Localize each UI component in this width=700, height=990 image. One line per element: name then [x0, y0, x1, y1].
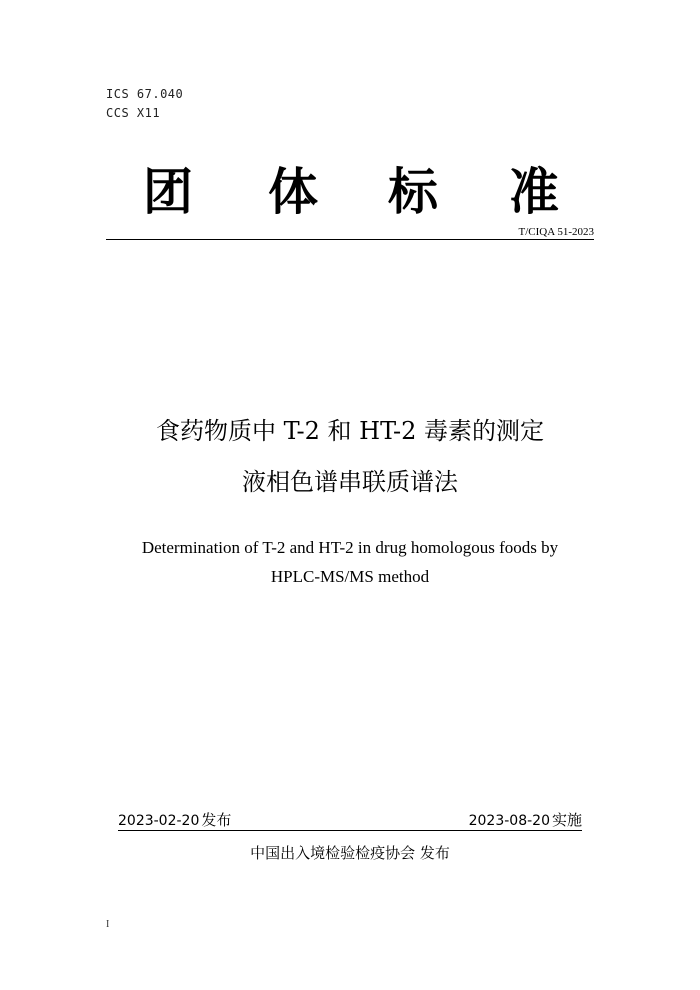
date-row [118, 810, 582, 831]
implement-date-value: 2023-08-20 [468, 813, 550, 829]
document-type-title [106, 162, 594, 222]
publisher-line: 中国出入境检验检疫协会 发布 [250, 844, 450, 862]
header-divider [106, 239, 594, 240]
publish-date-label: 发布 [201, 811, 232, 829]
english-title-line-2: HPLC-MS/MS method [270, 567, 430, 586]
implement-date-label: 实施 [551, 811, 582, 829]
chinese-title-line-1: 食药物质中 T-2 和 HT-2 毒素的测定 [155, 417, 545, 445]
implement-date [469, 810, 582, 831]
publish-date-value: 2023-02-20 [118, 813, 200, 829]
chinese-title-line-2: 液相色谱串联质谱法 [242, 468, 458, 496]
english-title-line-1: Determination of T-2 and HT-2 in drug homologous foods by [141, 538, 559, 557]
page-number: I [106, 919, 110, 930]
title-char: 标 [388, 163, 438, 221]
ics-code: ICS 67.040 [106, 87, 184, 101]
title-char: 体 [268, 163, 318, 221]
title-char: 准 [509, 163, 559, 221]
ccs-code: CCS X11 [106, 106, 161, 120]
standard-number: T/CIQA 51-2023 [518, 226, 594, 238]
title-char: 团 [143, 163, 193, 221]
publish-date [118, 810, 231, 831]
